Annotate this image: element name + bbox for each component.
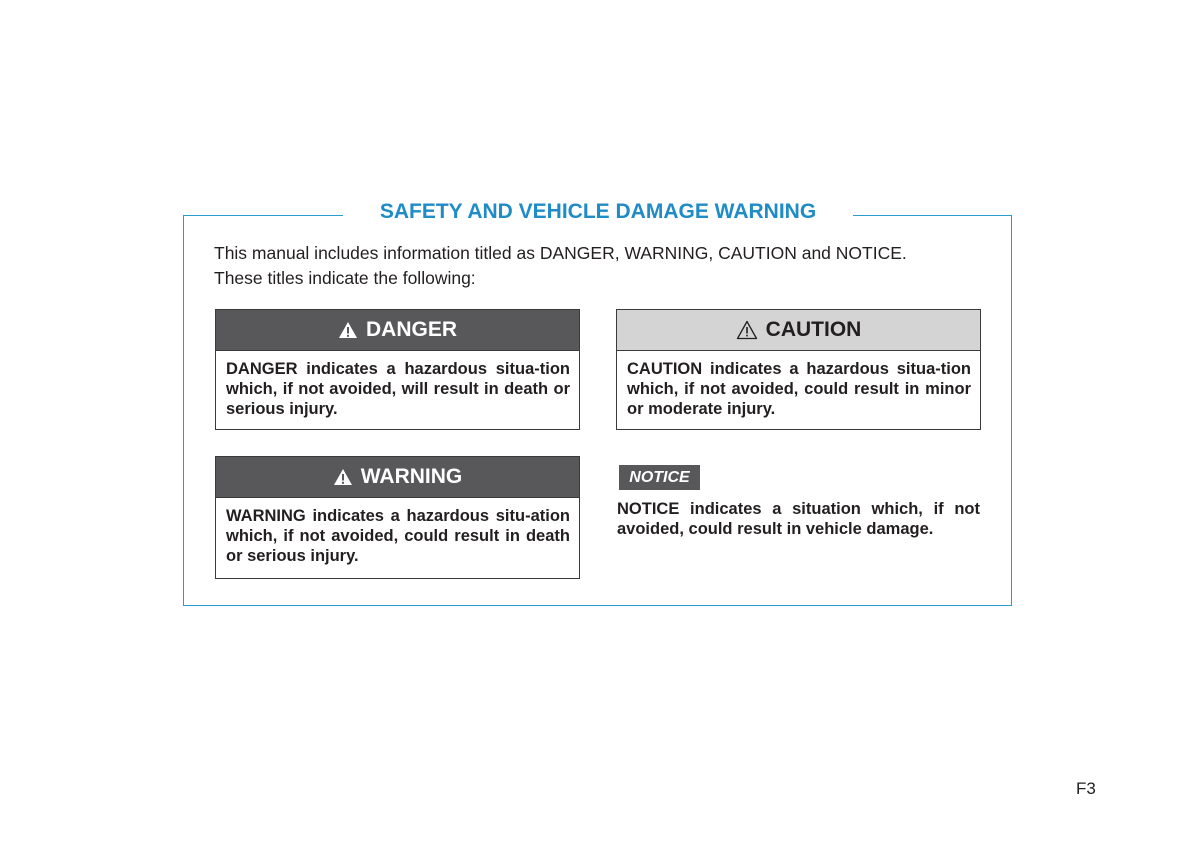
warning-header (216, 457, 579, 498)
warning-triangle-filled-icon (338, 321, 358, 339)
page-number: F3 (1076, 779, 1096, 798)
danger-text: DANGER indicates a hazardous situa-tion which, if not avoided, will result in death or serious injury. (226, 360, 570, 418)
warning-triangle-filled-icon (333, 468, 353, 486)
warning-label: WARNING (360, 465, 463, 488)
notice-badge: NOTICE (619, 465, 700, 490)
danger-header (216, 310, 579, 351)
warning-text: WARNING indicates a hazardous situ-ation which, if not avoided, could result in death or serious injury. (226, 507, 570, 565)
caution-text: CAUTION indicates a hazardous situa-tion which, if not avoided, could result in minor or moderate injury. (627, 360, 971, 418)
notice-text: NOTICE indicates a situation which, if not avoided, could result in vehicle damage. (617, 500, 980, 538)
caution-header (617, 310, 980, 351)
caution-box (616, 309, 981, 430)
intro-line-2: These titles indicate the following: (214, 268, 476, 288)
caution-label: CAUTION (765, 318, 862, 341)
warning-triangle-outline-icon (736, 320, 758, 340)
warning-box (215, 456, 580, 579)
danger-box (215, 309, 580, 430)
section-title: SAFETY AND VEHICLE DAMAGE WARNING (343, 197, 853, 227)
intro-line-1: This manual includes information titled as DANGER, WARNING, CAUTION and NOTICE. (214, 243, 907, 263)
danger-label: DANGER (365, 318, 457, 341)
intro-text (214, 241, 994, 291)
